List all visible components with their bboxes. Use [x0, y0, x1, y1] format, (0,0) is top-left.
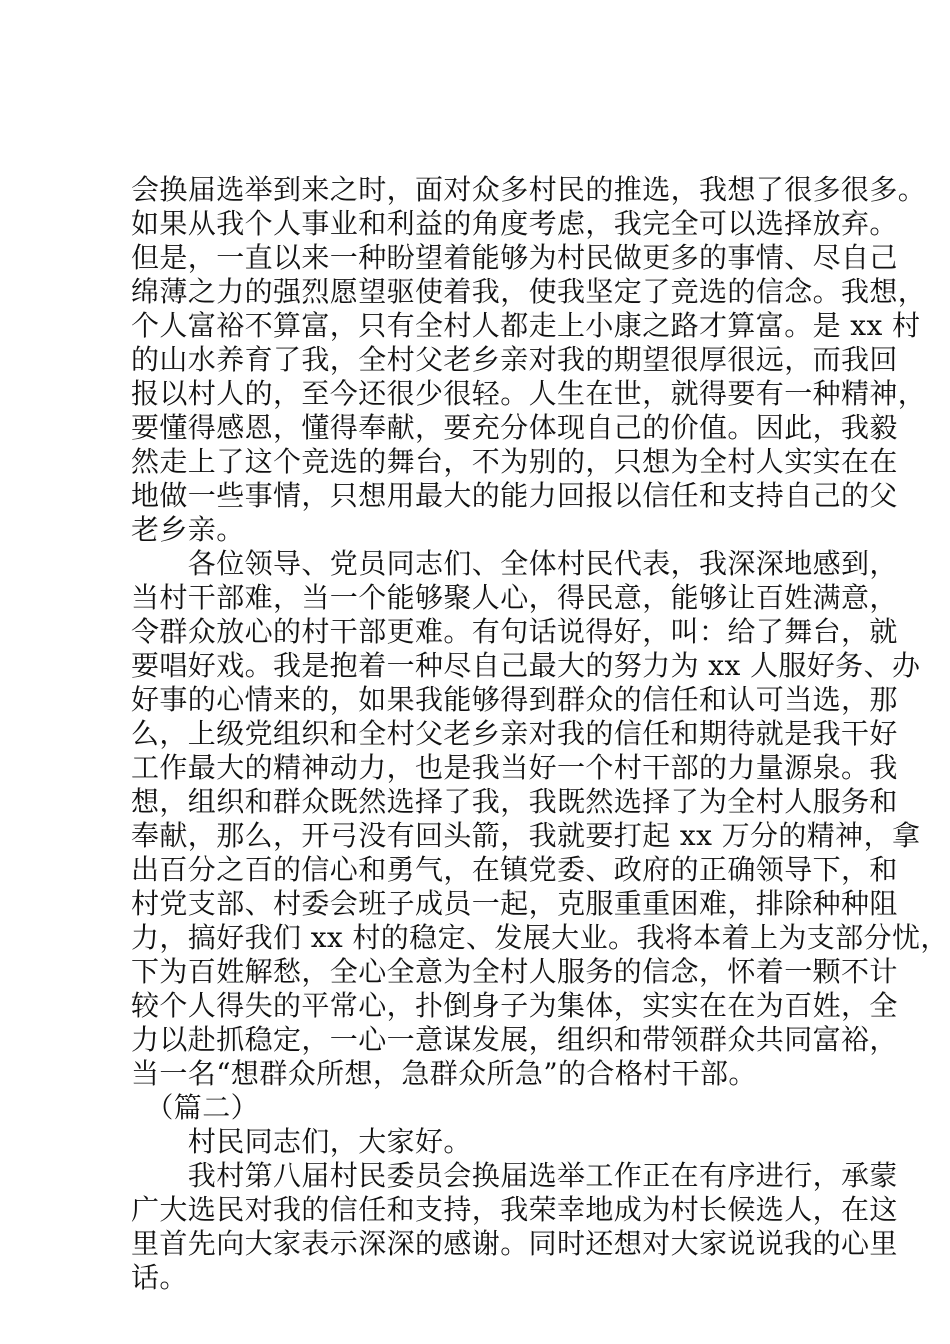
text-line: 广大选民对我的信任和支持，我荣幸地成为村长候选人，在这: [131, 1193, 898, 1226]
text-line: 会换届选举到来之时，面对众多村民的推选，我想了很多很多。: [131, 173, 927, 206]
text-line: 力以赴抓稳定，一心一意谋发展，组织和带领群众共同富裕，: [131, 1023, 898, 1056]
text-line: 里首先向大家表示深深的感谢。同时还想对大家说说我的心里: [131, 1227, 898, 1260]
text-line: 地做一些事情，只想用最大的能力回报以信任和支持自己的父: [131, 479, 898, 512]
text-line: 要懂得感恩，懂得奉献，要充分体现自己的价值。因此，我毅: [131, 411, 898, 444]
text-line: 话。: [131, 1261, 188, 1294]
text-line: 当村干部难，当一个能够聚人心，得民意，能够让百姓满意，: [131, 581, 898, 614]
text-line: 奉献，那么，开弓没有回头箭，我就要打起 xx 万分的精神，拿: [131, 819, 921, 852]
text-line: 下为百姓解愁，全心全意为全村人服务的信念，怀着一颗不计: [131, 955, 898, 988]
text-line: 老乡亲。: [131, 513, 245, 546]
text-line: 但是，一直以来一种盼望着能够为村民做更多的事情、尽自己: [131, 241, 898, 274]
text-line: 出百分之百的信心和勇气，在镇党委、政府的正确领导下，和: [131, 853, 898, 886]
text-line: 力，搞好我们 xx 村的稳定、发展大业。我将本着上为支部分忧，: [131, 921, 949, 954]
text-line: 令群众放心的村干部更难。有句话说得好，叫：给了舞台，就: [131, 615, 898, 648]
text-line: 当一名“想群众所想，急群众所急”的合格村干部。: [131, 1057, 757, 1090]
text-line: 绵薄之力的强烈愿望驱使着我，使我坚定了竞选的信念。我想，: [131, 275, 927, 308]
text-line: 工作最大的精神动力，也是我当好一个村干部的力量源泉。我: [131, 751, 898, 784]
text-line: 然走上了这个竞选的舞台，不为别的，只想为全村人实实在在: [131, 445, 898, 478]
text-line: 较个人得失的平常心，扑倒身子为集体，实实在在为百姓，全: [131, 989, 898, 1022]
section-heading: （篇二）: [131, 1091, 260, 1124]
text-line: 我村第八届村民委员会换届选举工作正在有序进行，承蒙: [131, 1159, 898, 1192]
text-line: 的山水养育了我，全村父老乡亲对我的期望很厚很远，而我回: [131, 343, 898, 376]
text-line: 个人富裕不算富，只有全村人都走上小康之路才算富。是 xx 村: [131, 309, 921, 342]
text-line: 如果从我个人事业和利益的角度考虑，我完全可以选择放弃。: [131, 207, 898, 240]
text-line: 要唱好戏。我是抱着一种尽自己最大的努力为 xx 人服好务、办: [131, 649, 921, 682]
text-line: 各位领导、党员同志们、全体村民代表，我深深地感到，: [131, 547, 898, 580]
text-line: 村民同志们，大家好。: [131, 1125, 472, 1158]
text-line: 么，上级党组织和全村父老乡亲对我的信任和期待就是我干好: [131, 717, 898, 750]
text-line: 村党支部、村委会班子成员一起，克服重重困难，排除种种阻: [131, 887, 898, 920]
text-line: 报以村人的，至今还很少很轻。人生在世，就得要有一种精神，: [131, 377, 927, 410]
text-line: 好事的心情来的，如果我能够得到群众的信任和认可当选，那: [131, 683, 898, 716]
text-line: 想，组织和群众既然选择了我，我既然选择了为全村人服务和: [131, 785, 898, 818]
